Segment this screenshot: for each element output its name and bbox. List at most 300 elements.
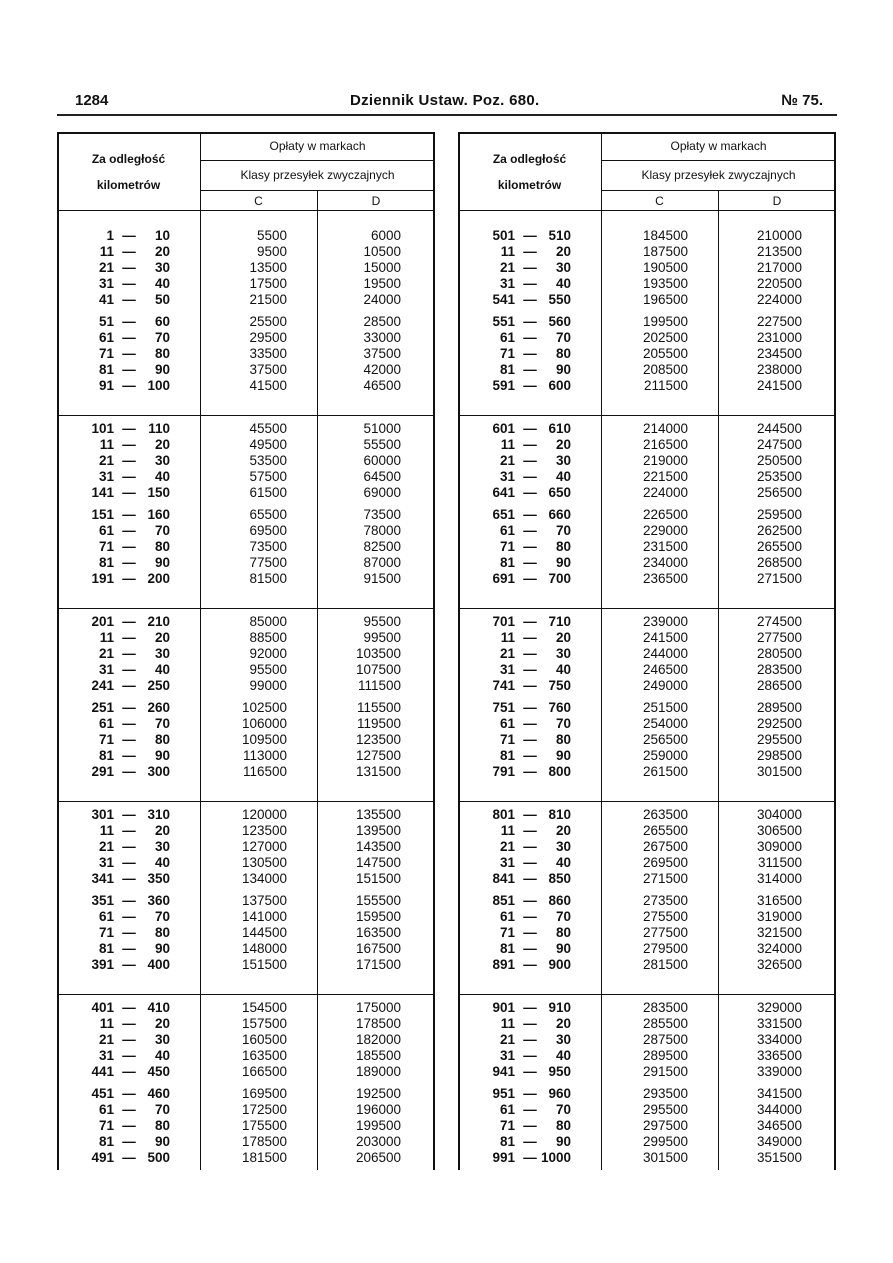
table-row [458,485,836,501]
fee-class-c: 256500 [642,732,688,747]
distance-from: 751 [492,700,515,715]
fee-class-d: 331500 [756,1016,802,1031]
class-d-header: D [772,194,782,208]
distance-from: 81 [499,555,515,570]
distance-to: 300 [147,764,170,779]
table-row [458,748,836,764]
range-dash: — [122,630,136,645]
distance-to: 40 [555,1048,571,1063]
distance-from: 31 [98,1048,114,1063]
distance-from: 61 [98,330,114,345]
range-dash: — [122,1102,136,1117]
distance-to: 310 [147,807,170,822]
distance-to: 30 [154,453,170,468]
table-top-border [57,132,435,134]
fee-class-d: 131500 [355,764,401,779]
distance-from: 31 [499,1048,515,1063]
distance-from: 301 [91,807,114,822]
fee-class-c: 295500 [642,1102,688,1117]
fees-header: Opłaty w markach [670,139,767,153]
range-dash: — [122,614,136,629]
distance-from: 11 [500,823,515,838]
range-dash: — [122,571,136,586]
range-dash: — [122,523,136,538]
range-dash: — [523,1102,537,1117]
group-separator [458,801,836,802]
range-dash: — [523,523,537,538]
distance-to: 90 [555,941,571,956]
range-dash: — [122,260,136,275]
distance-from: 1 [106,228,114,243]
distance-header-unit: kilometrów [497,178,562,192]
table-row [57,539,435,555]
fee-class-d: 292500 [756,716,802,731]
distance-from: 891 [492,957,515,972]
distance-to: 70 [555,716,571,731]
fee-class-c: 236500 [642,571,688,586]
fee-class-c: 246500 [642,662,688,677]
distance-from: 31 [98,276,114,291]
fee-class-d: 339000 [756,1064,802,1079]
table-row [57,1102,435,1118]
distance-from: 291 [91,764,114,779]
distance-from: 21 [98,1032,114,1047]
classes-underline [601,190,836,191]
distance-from: 41 [98,292,114,307]
distance-from: 591 [492,378,515,393]
distance-to: 900 [548,957,571,972]
range-dash: — [523,732,537,747]
range-dash: — [122,855,136,870]
table-row [458,1032,836,1048]
distance-from: 71 [98,539,114,554]
range-dash: — [523,260,537,275]
distance-to: 100 [147,378,170,393]
fee-class-c: 175500 [241,1118,287,1133]
range-dash: — [523,437,537,452]
distance-to: 70 [154,523,170,538]
distance-to: 110 [148,421,170,436]
range-dash: — [122,469,136,484]
table-row [458,614,836,630]
distance-to: 30 [555,1032,571,1047]
fee-class-d: 271500 [756,571,802,586]
distance-to: 20 [154,1016,170,1031]
range-dash: — [523,1118,537,1133]
fee-class-d: 349000 [756,1134,802,1149]
fee-class-d: 167500 [355,941,401,956]
table-row [458,507,836,523]
fee-class-c: 251500 [642,700,688,715]
distance-to: 80 [154,732,170,747]
distance-to: 350 [147,871,170,886]
distance-to: 40 [555,662,571,677]
table-row [57,646,435,662]
distance-from: 21 [499,1032,515,1047]
range-dash: — [122,764,136,779]
fee-class-d: 60000 [363,453,401,468]
distance-to: 850 [548,871,571,886]
fee-class-c: 141000 [241,909,287,924]
fee-class-d: 95500 [363,614,401,629]
range-dash: — [523,748,537,763]
range-dash: — [122,1086,136,1101]
range-dash: — [122,700,136,715]
range-dash: — [122,539,136,554]
fee-class-d: 199500 [355,1118,401,1133]
distance-from: 451 [91,1086,114,1101]
range-dash: — [122,1032,136,1047]
distance-from: 11 [99,437,114,452]
distance-to: 80 [154,346,170,361]
range-dash: — [523,614,537,629]
distance-to: 80 [555,732,571,747]
table-row [57,292,435,308]
table-row [57,614,435,630]
table-row [458,807,836,823]
distance-to: 70 [555,330,571,345]
table-row [57,807,435,823]
range-dash: — [523,1086,537,1101]
fee-class-d: 329000 [756,1000,802,1015]
fee-class-c: 208500 [642,362,688,377]
range-dash: — [523,1032,537,1047]
distance-to: 800 [548,764,571,779]
fee-class-d: 192500 [355,1086,401,1101]
distance-from: 31 [98,855,114,870]
distance-to: 40 [555,855,571,870]
fee-class-c: 239000 [642,614,688,629]
distance-from: 501 [492,228,515,243]
fee-class-c: 289500 [642,1048,688,1063]
distance-from: 21 [98,839,114,854]
table-row [458,1048,836,1064]
distance-to: 70 [555,909,571,924]
fee-class-d: 346500 [756,1118,802,1133]
distance-from: 941 [492,1064,515,1079]
fee-class-d: 178500 [355,1016,401,1031]
distance-from: 71 [499,346,515,361]
range-dash: — [122,909,136,924]
range-dash: — [523,871,537,886]
distance-from: 61 [499,1102,515,1117]
table-row [57,362,435,378]
fee-class-d: 265500 [756,539,802,554]
distance-to: 20 [555,1016,571,1031]
fee-class-c: 277500 [642,925,688,940]
fee-class-c: 95500 [249,662,287,677]
issue-number: № 75. [781,92,823,109]
table-row [458,260,836,276]
distance-to: 90 [154,1134,170,1149]
distance-from: 61 [98,909,114,924]
distance-from: 21 [499,646,515,661]
fee-class-c: 33500 [249,346,287,361]
distance-from: 81 [98,555,114,570]
table-row [458,1016,836,1032]
distance-to: 40 [154,1048,170,1063]
range-dash: — [122,437,136,452]
table-row [57,507,435,523]
distance-from: 61 [98,1102,114,1117]
fee-class-d: 51000 [363,421,401,436]
fee-class-d: 268500 [756,555,802,570]
table-row [57,421,435,437]
distance-to: 90 [555,555,571,570]
table-row [458,555,836,571]
distance-to: 750 [548,678,571,693]
fee-class-c: 221500 [642,469,688,484]
fee-class-c: 267500 [642,839,688,854]
distance-to: 20 [555,630,571,645]
distance-to: 80 [154,1118,170,1133]
table-row [57,1064,435,1080]
range-dash: — [122,823,136,838]
distance-to: 90 [555,362,571,377]
fee-class-c: 17500 [249,276,287,291]
table-row [57,855,435,871]
distance-from: 71 [499,1118,515,1133]
distance-to: 610 [548,421,571,436]
distance-from: 31 [499,276,515,291]
distance-from: 21 [499,453,515,468]
distance-from: 191 [91,571,114,586]
fee-class-c: 21500 [249,292,287,307]
page-title: Dziennik Ustaw. Poz. 680. [350,92,540,109]
fee-class-d: 316500 [756,893,802,908]
fee-class-c: 73500 [249,539,287,554]
fee-class-c: 169500 [241,1086,287,1101]
distance-from: 91 [98,378,114,393]
distance-from: 71 [98,1118,114,1133]
fee-class-d: 119500 [356,716,401,731]
range-dash: — [523,700,537,715]
fee-class-d: 259500 [756,507,802,522]
fee-class-d: 19500 [363,276,401,291]
distance-from: 61 [499,909,515,924]
fee-class-d: 324000 [756,941,802,956]
table-row [458,1086,836,1102]
distance-from: 81 [499,362,515,377]
distance-to: 80 [555,346,571,361]
fee-class-c: 187500 [642,244,688,259]
distance-from: 851 [492,893,515,908]
table-row [57,1000,435,1016]
table-row [458,823,836,839]
fee-class-d: 46500 [363,378,401,393]
fee-class-d: 301500 [756,764,802,779]
fee-class-d: 42000 [363,362,401,377]
distance-to: 500 [147,1150,170,1165]
distance-to: 250 [147,678,170,693]
fee-class-d: 163500 [355,925,401,940]
fee-class-c: 85000 [249,614,287,629]
table-row [57,678,435,694]
distance-from: 141 [91,485,114,500]
table-row [458,1150,836,1166]
table-row [458,893,836,909]
table-row [57,839,435,855]
table-row [57,941,435,957]
range-dash: — [122,941,136,956]
distance-from: 441 [91,1064,114,1079]
table-row [57,764,435,780]
distance-to: 810 [548,807,571,822]
range-dash: — [523,571,537,586]
distance-to: 70 [555,523,571,538]
fee-class-c: 184500 [642,228,688,243]
range-dash: — [523,925,537,940]
distance-from: 241 [91,678,114,693]
fee-class-d: 227500 [756,314,802,329]
range-dash: — [122,421,136,436]
fee-class-d: 189000 [355,1064,401,1079]
distance-from: 31 [98,469,114,484]
distance-from: 11 [99,1016,114,1031]
distance-to: 400 [147,957,170,972]
fee-class-c: 81500 [249,571,287,586]
table-row [57,662,435,678]
fee-class-d: 135500 [355,807,401,822]
range-dash: — [122,228,136,243]
fee-class-c: 127000 [241,839,287,854]
range-dash: — [523,1150,537,1165]
fee-class-c: 13500 [249,260,287,275]
table-row [458,909,836,925]
table-row [458,453,836,469]
range-dash: — [523,839,537,854]
distance-from: 61 [98,716,114,731]
fee-class-d: 213500 [756,244,802,259]
table-row [57,1118,435,1134]
table-row [458,1102,836,1118]
distance-to: 20 [154,630,170,645]
fee-class-d: 107500 [355,662,401,677]
fee-class-c: 259000 [642,748,688,763]
table-row [57,716,435,732]
fee-class-c: 287500 [642,1032,688,1047]
distance-from: 11 [99,244,114,259]
fee-class-d: 298500 [756,748,802,763]
fee-class-c: 49500 [249,437,287,452]
distance-from: 641 [492,485,515,500]
distance-to: 30 [154,839,170,854]
table-row [458,1064,836,1080]
distance-to: 90 [154,941,170,956]
fee-class-d: 10500 [363,244,401,259]
range-dash: — [523,346,537,361]
fee-class-d: 87000 [363,555,401,570]
fee-class-c: 291500 [642,1064,688,1079]
fee-class-d: 123500 [355,732,401,747]
range-dash: — [122,453,136,468]
fee-class-c: 106000 [241,716,287,731]
table-row [57,748,435,764]
distance-from: 701 [492,614,515,629]
table-row [57,1032,435,1048]
table-row [458,1134,836,1150]
table-row [57,630,435,646]
fee-class-c: 137500 [241,893,287,908]
distance-to: 40 [154,276,170,291]
classes-header: Klasy przesyłek zwyczajnych [641,168,796,182]
range-dash: — [523,941,537,956]
distance-to: 40 [555,469,571,484]
range-dash: — [122,292,136,307]
distance-from: 601 [492,421,515,436]
table-row [57,1016,435,1032]
fee-class-d: 280500 [756,646,802,661]
fee-class-d: 171500 [355,957,401,972]
fee-class-d: 253500 [756,469,802,484]
table-row [57,260,435,276]
fee-class-d: 37500 [363,346,401,361]
distance-header: Za odległość [91,152,166,166]
distance-from: 11 [500,437,515,452]
table-row [458,662,836,678]
class-c-header: C [655,194,664,208]
fee-class-c: 53500 [249,453,287,468]
distance-to: 40 [154,662,170,677]
range-dash: — [523,957,537,972]
distance-to: 70 [154,330,170,345]
fee-class-c: 190500 [642,260,688,275]
distance-to: 210 [147,614,170,629]
table-row [458,925,836,941]
distance-to: 20 [154,244,170,259]
table-row [458,732,836,748]
fee-class-c: 65500 [249,507,287,522]
table-row [458,330,836,346]
fee-class-c: 181500 [241,1150,287,1165]
fee-class-c: 216500 [642,437,688,452]
fee-class-d: 306500 [756,823,802,838]
group-separator [458,608,836,609]
table-row [458,523,836,539]
fee-class-c: 226500 [642,507,688,522]
distance-to: 600 [548,378,571,393]
distance-from: 401 [91,1000,114,1015]
class-d-header: D [371,194,381,208]
fee-class-d: 210000 [756,228,802,243]
header-bottom-rule [57,210,435,211]
fee-class-c: 163500 [241,1048,287,1063]
distance-to: 80 [555,1118,571,1133]
fee-class-c: 244000 [642,646,688,661]
table-row [57,244,435,260]
range-dash: — [523,485,537,500]
fee-class-d: 203000 [355,1134,401,1149]
distance-from: 61 [499,523,515,538]
distance-from: 31 [499,469,515,484]
table-row [458,871,836,887]
fee-class-d: 311500 [757,855,802,870]
range-dash: — [122,839,136,854]
range-dash: — [523,555,537,570]
range-dash: — [122,1064,136,1079]
distance-to: 910 [548,1000,571,1015]
fee-class-d: 341500 [756,1086,802,1101]
distance-to: 410 [147,1000,170,1015]
range-dash: — [523,314,537,329]
table-row [57,453,435,469]
table-row [458,571,836,587]
range-dash: — [122,330,136,345]
distance-from: 81 [98,1134,114,1149]
fee-class-c: 61500 [249,485,287,500]
range-dash: — [122,485,136,500]
range-dash: — [523,330,537,345]
